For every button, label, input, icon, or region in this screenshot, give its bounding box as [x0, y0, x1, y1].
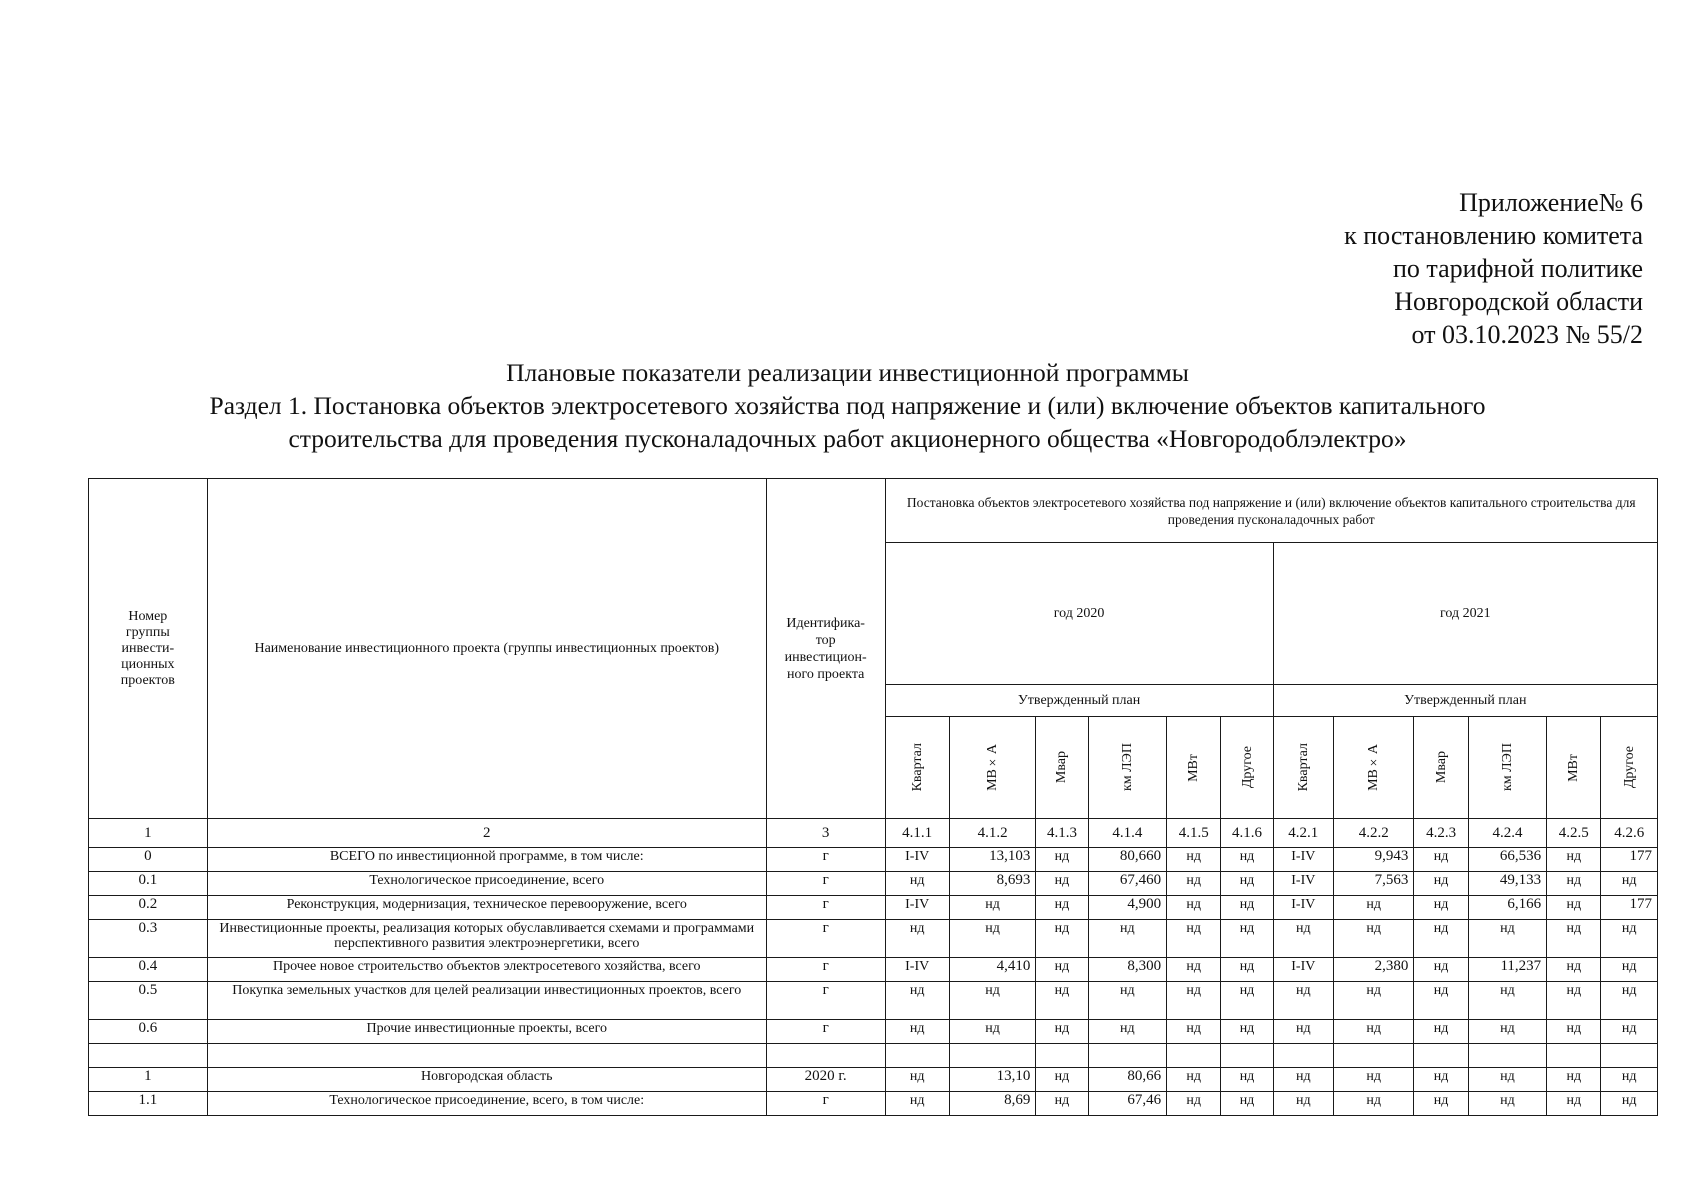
row-value-cell: нд	[1547, 896, 1601, 920]
table-row	[89, 920, 1658, 958]
row-value-cell: нд	[1468, 920, 1546, 958]
row-value-cell: нд	[1601, 1068, 1658, 1092]
title-line-2: Раздел 1. Постановка объектов электросетевого хозяйства под напряжение и (или) включение объектов капитального	[209, 391, 1486, 420]
row-value-cell: нд	[1414, 958, 1468, 982]
row-value-cell: нд	[1547, 848, 1601, 872]
row-value-cell: нд	[1333, 896, 1413, 920]
header-plan-2021: Утвержденный план	[1273, 685, 1657, 717]
row-value-cell: 6,166	[1468, 896, 1546, 920]
row-value-cell: нд	[1601, 1092, 1658, 1116]
row-value-cell: 177	[1601, 896, 1658, 920]
row-value-cell: 8,693	[949, 872, 1035, 896]
code-cell: 4.2.4	[1468, 819, 1546, 848]
row-project-name: Прочее новое строительство объектов электросетевого хозяйства, всего	[207, 958, 766, 982]
col-2021-other: Другое	[1601, 717, 1658, 819]
row-project-name: Технологическое присоединение, всего, в том числе:	[207, 1092, 766, 1116]
row-value-cell: нд	[949, 982, 1035, 1020]
row-number: 0.3	[89, 920, 208, 958]
section-title	[0, 389, 1695, 422]
row-value-cell: нд	[885, 982, 949, 1020]
header-year-2021: год 2021	[1273, 543, 1657, 685]
row-number	[89, 1044, 208, 1068]
row-identifier	[766, 1044, 885, 1068]
row-value-cell: нд	[1167, 1020, 1221, 1044]
row-project-name: Инвестиционные проекты, реализация которых обуславливается схемами и программами перспективного развития электроэнергетики, всего	[207, 920, 766, 958]
row-project-name: Покупка земельных участков для целей реализации инвестиционных проектов, всего	[207, 982, 766, 1020]
row-value-cell: нд	[1601, 920, 1658, 958]
row-value-cell: нд	[1414, 896, 1468, 920]
row-value-cell: 7,563	[1333, 872, 1413, 896]
row-value-cell: нд	[1167, 920, 1221, 958]
row-value-cell: нд	[1601, 1020, 1658, 1044]
row-value-cell	[1088, 1044, 1166, 1068]
row-identifier: г	[766, 920, 885, 958]
row-value-cell: нд	[885, 1068, 949, 1092]
row-value-cell: нд	[1221, 872, 1273, 896]
row-value-cell: нд	[1547, 1020, 1601, 1044]
code-cell: 2	[207, 819, 766, 848]
row-value-cell: I-IV	[885, 848, 949, 872]
row-value-cell: нд	[1601, 982, 1658, 1020]
appendix-line-3: по тарифной политике	[1393, 254, 1643, 283]
code-row	[89, 819, 1658, 848]
row-identifier: г	[766, 896, 885, 920]
row-value-cell: нд	[1036, 920, 1088, 958]
row-value-cell: нд	[1414, 848, 1468, 872]
appendix-line-2: к постановлению комитета	[1344, 221, 1643, 250]
row-project-name: Новгородская область	[207, 1068, 766, 1092]
row-value-cell: нд	[1088, 1020, 1166, 1044]
row-value-cell	[949, 1044, 1035, 1068]
row-value-cell: нд	[1167, 896, 1221, 920]
row-value-cell: нд	[1414, 1068, 1468, 1092]
row-number: 0.2	[89, 896, 208, 920]
row-project-name: Прочие инвестиционные проекты, всего	[207, 1020, 766, 1044]
row-value-cell: нд	[1601, 872, 1658, 896]
row-value-cell: нд	[1221, 920, 1273, 958]
col-2020-mva: МВ×А	[949, 717, 1035, 819]
row-value-cell	[1273, 1044, 1333, 1068]
appendix-line-5: от 03.10.2023 № 55/2	[1411, 320, 1643, 349]
row-value-cell: нд	[1273, 1092, 1333, 1116]
code-cell: 3	[766, 819, 885, 848]
header-year-2020: год 2020	[885, 543, 1273, 685]
section-title-cont	[0, 422, 1695, 455]
row-value-cell	[1221, 1044, 1273, 1068]
row-identifier: г	[766, 1092, 885, 1116]
appendix-line-1: Приложение№ 6	[1459, 188, 1643, 217]
col-2020-other: Другое	[1221, 717, 1273, 819]
row-value-cell: нд	[1167, 1092, 1221, 1116]
row-value-cell: нд	[1221, 848, 1273, 872]
row-value-cell: 49,133	[1468, 872, 1546, 896]
row-value-cell: нд	[1468, 1092, 1546, 1116]
row-value-cell	[885, 1044, 949, 1068]
row-value-cell: нд	[1088, 982, 1166, 1020]
row-value-cell: нд	[1414, 1092, 1468, 1116]
code-cell: 4.2.1	[1273, 819, 1333, 848]
code-cell: 4.1.4	[1088, 819, 1166, 848]
row-value-cell: нд	[885, 920, 949, 958]
row-value-cell: I-IV	[1273, 958, 1333, 982]
code-cell: 1	[89, 819, 208, 848]
row-value-cell: нд	[1221, 896, 1273, 920]
table-row	[89, 1044, 1658, 1068]
row-value-cell: нд	[1036, 896, 1088, 920]
row-value-cell: нд	[1547, 1068, 1601, 1092]
row-value-cell: нд	[1414, 872, 1468, 896]
col-2020-km: км ЛЭП	[1088, 717, 1166, 819]
row-value-cell: нд	[1036, 982, 1088, 1020]
row-value-cell: 4,410	[949, 958, 1035, 982]
row-value-cell: нд	[1273, 920, 1333, 958]
row-value-cell: нд	[1036, 958, 1088, 982]
row-value-cell: нд	[1167, 848, 1221, 872]
row-project-name: ВСЕГО по инвестиционной программе, в том числе:	[207, 848, 766, 872]
row-value-cell: нд	[1601, 958, 1658, 982]
row-value-cell: нд	[1036, 872, 1088, 896]
row-number: 0	[89, 848, 208, 872]
title-line-1: Плановые показатели реализации инвестиционной программы	[506, 358, 1189, 387]
row-value-cell: нд	[1036, 848, 1088, 872]
code-cell: 4.2.5	[1547, 819, 1601, 848]
table-row	[89, 958, 1658, 982]
row-value-cell: нд	[1468, 1068, 1546, 1092]
row-value-cell: нд	[949, 920, 1035, 958]
header-group-number: Номер группы инвести-ционных проектов	[89, 479, 208, 819]
row-value-cell: нд	[1547, 958, 1601, 982]
row-value-cell: 177	[1601, 848, 1658, 872]
row-identifier: г	[766, 982, 885, 1020]
row-value-cell: нд	[885, 1020, 949, 1044]
row-value-cell: нд	[885, 1092, 949, 1116]
row-value-cell: 67,46	[1088, 1092, 1166, 1116]
row-value-cell: нд	[1333, 1020, 1413, 1044]
row-value-cell: нд	[1333, 1092, 1413, 1116]
code-cell: 4.2.2	[1333, 819, 1413, 848]
row-value-cell: 13,10	[949, 1068, 1035, 1092]
row-project-name	[207, 1044, 766, 1068]
col-2020-mvar: Мвар	[1036, 717, 1088, 819]
row-value-cell: I-IV	[885, 958, 949, 982]
row-number: 1	[89, 1068, 208, 1092]
row-value-cell	[1333, 1044, 1413, 1068]
row-value-cell: нд	[1333, 1068, 1413, 1092]
row-value-cell: нд	[1547, 1092, 1601, 1116]
table-body	[89, 848, 1658, 1116]
row-value-cell: нд	[1333, 982, 1413, 1020]
row-number: 0.4	[89, 958, 208, 982]
row-value-cell: нд	[1547, 920, 1601, 958]
table-row	[89, 1092, 1658, 1116]
row-value-cell: нд	[1273, 982, 1333, 1020]
row-value-cell: 13,103	[949, 848, 1035, 872]
table-row	[89, 896, 1658, 920]
col-2020-quarter: Квартал	[885, 717, 949, 819]
col-2021-mvar: Мвар	[1414, 717, 1468, 819]
row-value-cell: нд	[1468, 982, 1546, 1020]
row-value-cell: нд	[1167, 982, 1221, 1020]
title-line-3: строительства для проведения пусконаладочных работ акционерного общества «Новгородоблэлектро»	[288, 424, 1407, 453]
row-value-cell: 66,536	[1468, 848, 1546, 872]
row-value-cell: нд	[1333, 920, 1413, 958]
row-value-cell: нд	[1273, 1020, 1333, 1044]
row-value-cell: нд	[1036, 1020, 1088, 1044]
table-row	[89, 1020, 1658, 1044]
col-2021-km: км ЛЭП	[1468, 717, 1546, 819]
row-number: 1.1	[89, 1092, 208, 1116]
col-2021-quarter: Квартал	[1273, 717, 1333, 819]
row-value-cell	[1547, 1044, 1601, 1068]
header-project-name: Наименование инвестиционного проекта (группы инвестиционных проектов)	[207, 479, 766, 819]
table-row	[89, 1068, 1658, 1092]
row-value-cell: 67,460	[1088, 872, 1166, 896]
row-value-cell	[1414, 1044, 1468, 1068]
row-identifier: г	[766, 1020, 885, 1044]
row-value-cell: нд	[1468, 1020, 1546, 1044]
row-value-cell	[1167, 1044, 1221, 1068]
row-value-cell: нд	[1088, 920, 1166, 958]
row-value-cell: нд	[1036, 1092, 1088, 1116]
row-number: 0.6	[89, 1020, 208, 1044]
header-main-group: Постановка объектов электросетевого хозяйства под напряжение и (или) включение объектов капитального строительства для проведения пусконаладочных работ	[885, 479, 1658, 543]
code-cell: 4.1.6	[1221, 819, 1273, 848]
row-value-cell: нд	[1221, 1092, 1273, 1116]
row-value-cell: нд	[949, 1020, 1035, 1044]
code-cell: 4.1.1	[885, 819, 949, 848]
row-identifier: г	[766, 958, 885, 982]
row-value-cell	[1601, 1044, 1658, 1068]
row-value-cell: 4,900	[1088, 896, 1166, 920]
row-value-cell: 11,237	[1468, 958, 1546, 982]
indicators-table	[88, 478, 1658, 1116]
code-cell: 4.1.3	[1036, 819, 1088, 848]
table-row	[89, 848, 1658, 872]
row-value-cell: нд	[1547, 982, 1601, 1020]
code-cell: 4.2.6	[1601, 819, 1658, 848]
document-title	[0, 356, 1695, 389]
row-value-cell: нд	[1036, 1068, 1088, 1092]
col-2021-mva: МВ×А	[1333, 717, 1413, 819]
row-value-cell	[1036, 1044, 1088, 1068]
row-value-cell: I-IV	[1273, 896, 1333, 920]
row-identifier: г	[766, 848, 885, 872]
row-value-cell: 80,660	[1088, 848, 1166, 872]
row-value-cell: I-IV	[1273, 848, 1333, 872]
row-identifier: 2020 г.	[766, 1068, 885, 1092]
appendix-line-4: Новгородской области	[1394, 287, 1643, 316]
row-value-cell: 8,300	[1088, 958, 1166, 982]
row-value-cell: нд	[1414, 1020, 1468, 1044]
row-value-cell: нд	[949, 896, 1035, 920]
row-value-cell	[1468, 1044, 1546, 1068]
code-cell: 4.1.2	[949, 819, 1035, 848]
row-value-cell: 9,943	[1333, 848, 1413, 872]
header-identifier: Идентифика-тор инвестицион-ного проекта	[766, 479, 885, 819]
row-value-cell: нд	[1167, 872, 1221, 896]
appendix-block	[1344, 186, 1643, 351]
row-value-cell: I-IV	[885, 896, 949, 920]
row-value-cell: нд	[1414, 920, 1468, 958]
row-value-cell: нд	[1221, 982, 1273, 1020]
row-value-cell: 2,380	[1333, 958, 1413, 982]
row-value-cell: 80,66	[1088, 1068, 1166, 1092]
col-2020-mw: МВт	[1167, 717, 1221, 819]
row-project-name: Технологическое присоединение, всего	[207, 872, 766, 896]
code-cell: 4.1.5	[1167, 819, 1221, 848]
row-value-cell: нд	[885, 872, 949, 896]
row-identifier: г	[766, 872, 885, 896]
row-value-cell: нд	[1167, 958, 1221, 982]
code-cell: 4.2.3	[1414, 819, 1468, 848]
row-value-cell: нд	[1273, 1068, 1333, 1092]
table-row	[89, 982, 1658, 1020]
row-number: 0.5	[89, 982, 208, 1020]
row-number: 0.1	[89, 872, 208, 896]
row-value-cell: нд	[1547, 872, 1601, 896]
row-value-cell: нд	[1221, 1068, 1273, 1092]
row-project-name: Реконструкция, модернизация, техническое перевооружение, всего	[207, 896, 766, 920]
row-value-cell: 8,69	[949, 1092, 1035, 1116]
row-value-cell: I-IV	[1273, 872, 1333, 896]
row-value-cell: нд	[1221, 958, 1273, 982]
row-value-cell: нд	[1414, 982, 1468, 1020]
header-plan-2020: Утвержденный план	[885, 685, 1273, 717]
row-value-cell: нд	[1167, 1068, 1221, 1092]
row-value-cell: нд	[1221, 1020, 1273, 1044]
col-2021-mw: МВт	[1547, 717, 1601, 819]
table-row	[89, 872, 1658, 896]
